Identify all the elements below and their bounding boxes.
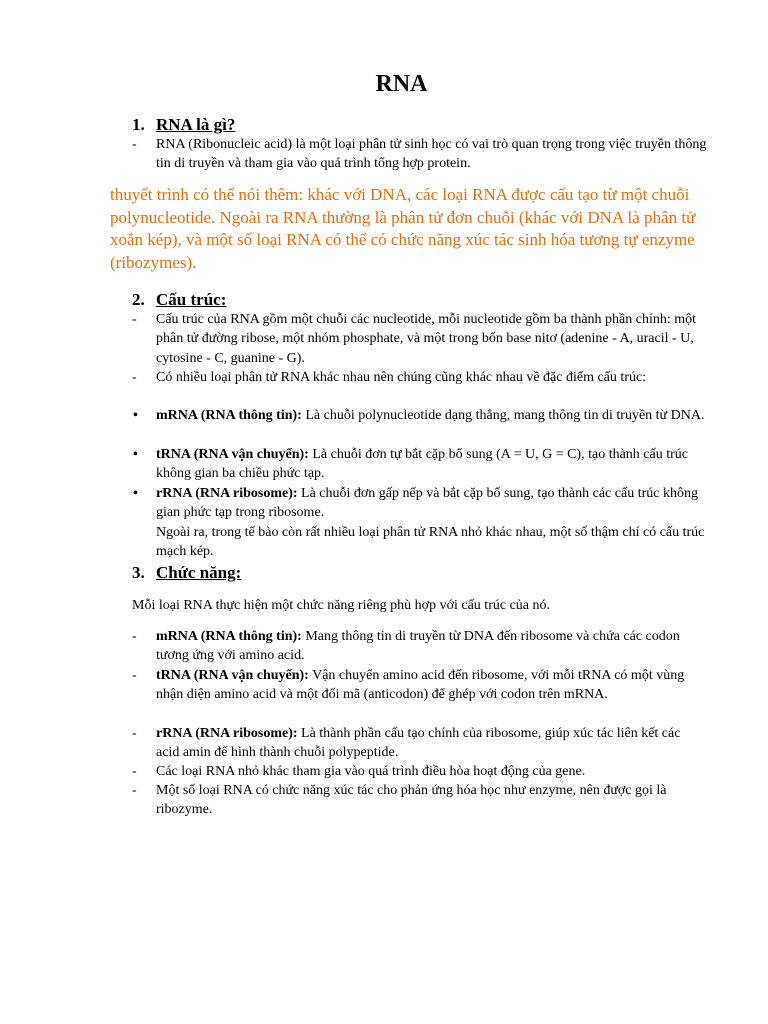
section-2-extra (132, 523, 707, 562)
section-2-bullet (132, 484, 707, 523)
item-label: mRNA (RNA thông tin): (156, 629, 302, 644)
bullet-label: tRNA (RNA vận chuyển): (156, 447, 309, 462)
section-2-title: Cấu trúc: (156, 290, 227, 309)
bullet-marker: • (133, 486, 138, 501)
section-3-number: 3. (132, 563, 145, 582)
bullet-label: mRNA (RNA thông tin): (156, 408, 302, 423)
section-1-item-text: RNA (Ribonucleic acid) là một loại phân tử sinh học có vai trò quan trọng trong việc truyền thông tin di truyền và tham gia vào quá trình tổng hợp protein. (156, 137, 707, 172)
bullet-text: Là chuỗi polynucleotide dạng thẳng, mang thông tin di truyền từ DNA. (301, 408, 705, 423)
section-2-item-text: Cấu trúc của RNA gồm một chuỗi các nucleotide, mỗi nucleotide gồm ba thành phần chính: một phân tử đường ribose, một nhóm phosphate, và một trong bốn base nitơ (adenine - A, uracil - U, cytosine - C, guanine - G). (156, 312, 697, 366)
section-2-bullet (132, 445, 707, 484)
item-text: Một số loại RNA có chức năng xúc tác cho phản ứng hóa học như enzyme, nên được gọi là ribozyme. (156, 783, 667, 818)
section-3-item (132, 627, 707, 666)
bullet-marker: • (133, 408, 138, 423)
item-text: Mang thông tin di truyền từ DNA đến ribosome và chứa các codon tương ứng với amino acid. (156, 629, 680, 664)
section-1-heading (132, 114, 235, 136)
section-1-number: 1. (132, 115, 145, 134)
bullet-text: Là chuỗi đơn gấp nếp và bắt cặp bổ sung, tạo thành các cấu trúc không gian phức tạp trong ribosome. (156, 486, 698, 521)
dash-marker: - (132, 370, 137, 385)
dash-marker: - (132, 764, 137, 779)
dash-marker: - (132, 668, 137, 683)
bullet-marker: • (133, 447, 138, 462)
dash-marker: - (132, 629, 137, 644)
section-2-number: 2. (132, 290, 145, 309)
item-text: Là thành phần cấu tạo chính của ribosome, giúp xúc tác liên kết các acid amin để hình thành chuỗi polypeptide. (156, 726, 681, 761)
section-2-extra-text: Ngoài ra, trong tế bào còn rất nhiều loại phân tử RNA nhỏ khác nhau, một số thậm chí có cấu trúc mạch kép. (156, 525, 705, 560)
item-label: rRNA (RNA ribosome): (156, 726, 298, 741)
dash-marker: - (132, 783, 137, 798)
item-label: tRNA (RNA vận chuyển): (156, 668, 309, 683)
section-2-item (132, 368, 707, 387)
section-3-item (132, 666, 707, 705)
section-2-item (132, 310, 707, 368)
section-3-item (132, 724, 707, 763)
section-3-item (132, 762, 707, 781)
section-3-intro: Mỗi loại RNA thực hiện một chức năng riêng phù hợp với cấu trúc của nó. (132, 598, 551, 613)
dash-marker: - (132, 726, 137, 741)
section-2-heading (132, 289, 226, 311)
section-2-bullet (132, 406, 707, 425)
document-title: RNA (375, 71, 428, 97)
item-text: Các loại RNA nhỏ khác tham gia vào quá trình điều hòa hoạt động của gene. (156, 764, 586, 779)
presenter-note: thuyết trình có thể nói thêm: khác với DNA, các loại RNA được cấu tạo từ một chuỗi polynucleotide. Ngoài ra RNA thường là phân tử đơn chuỗi (khác với DNA là phân tử xoắn kép), và một số loại RNA có thể có chức năng xúc tác sinh hóa tương tự enzyme (ribozymes). (110, 185, 696, 273)
section-1-title: RNA là gì? (156, 115, 236, 134)
bullet-text: Là chuỗi đơn tự bắt cặp bổ sung (A = U, G = C), tạo thành cấu trúc không gian ba chiều phức tạp. (156, 447, 688, 482)
section-1-item (132, 135, 707, 174)
section-3-title: Chức năng: (156, 563, 242, 582)
dash-marker: - (132, 312, 137, 327)
section-3-item (132, 781, 707, 820)
section-2-item-text: Có nhiều loại phân tử RNA khác nhau nên chúng cũng khác nhau về đặc điểm cấu trúc: (156, 370, 647, 385)
dash-marker: - (132, 137, 137, 152)
bullet-label: rRNA (RNA ribosome): (156, 486, 298, 501)
item-text: Vận chuyển amino acid đến ribosome, với mỗi tRNA có một vùng nhận diện amino acid và một đối mã (anticodon) để ghép với codon trên mRNA. (156, 668, 685, 703)
section-3-heading (132, 562, 241, 584)
